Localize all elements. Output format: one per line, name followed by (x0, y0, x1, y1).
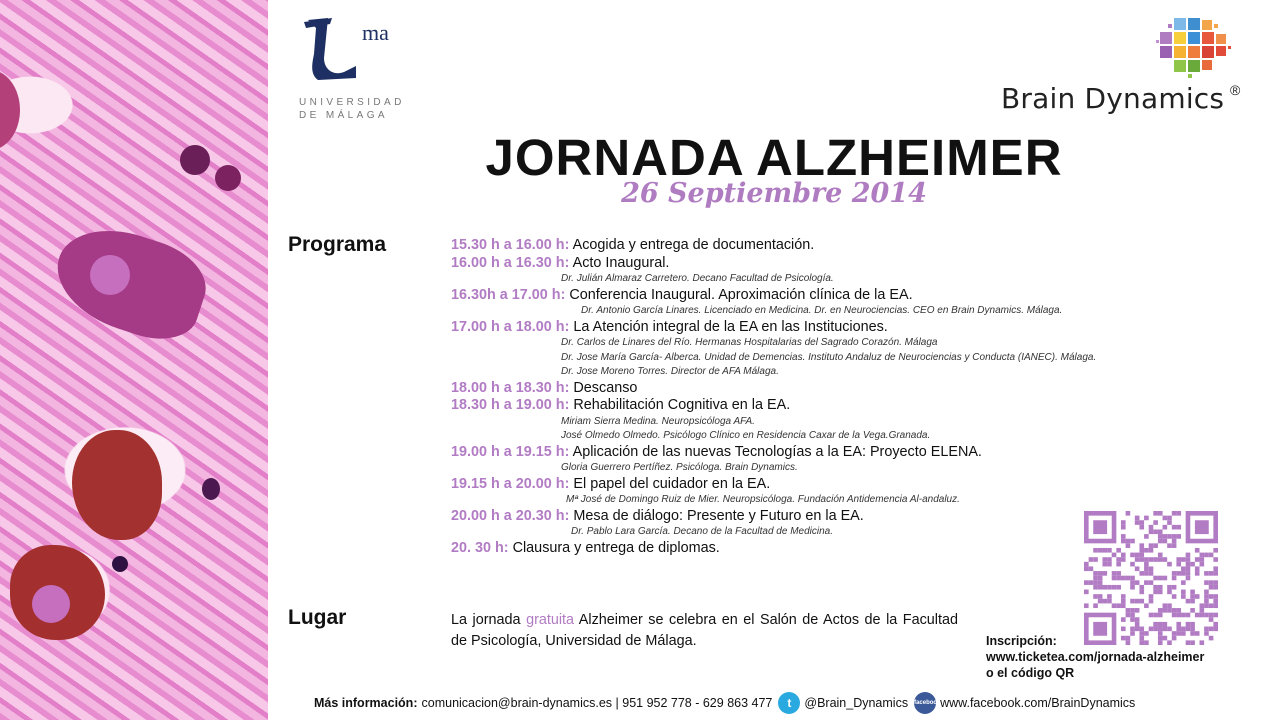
gratuita-highlight: gratuita (526, 612, 575, 628)
program-speaker: Dr. Julián Almaraz Carretero. Decano Facultad de Psicología. (561, 273, 834, 284)
qr-code[interactable] (1084, 511, 1218, 645)
program-item (451, 476, 1241, 494)
lugar-text: La jornada gratuita Alzheimer se celebra en el Salón de Actos de la Facultad de Psicología, Universidad de Málaga. (451, 612, 958, 649)
program-speaker: Mª José de Domingo Ruiz de Mier. Neuropsicóloga. Fundación Antidemencia Al-andaluz. (566, 494, 960, 505)
program-speaker: José Olmedo Olmedo. Psicólogo Clínico en Residencia Caxar de la Vega.Granada. (561, 430, 931, 441)
program-time: 15.30 h a 16.00 h: (451, 237, 570, 253)
uma-ma: ma (362, 20, 389, 45)
section-programa-heading: Programa (288, 233, 387, 256)
program-activity: Clausura y entrega de diplomas. (512, 539, 720, 556)
program-time: 16.00 h a 16.30 h: (451, 254, 570, 271)
footer (314, 692, 1135, 714)
program-speaker: Miriam Sierra Medina. Neuropsicóloga AFA. (561, 415, 755, 427)
program-speaker: Dr. Antonio García Linares. Licenciado en Medicina. Dr. en Neurociencias. CEO en Brain Dynamics. Málaga. (581, 305, 1063, 316)
program-speaker: Dr. Pablo Lara García. Decano de la Facultad de Medicina. (571, 526, 833, 537)
facebook-icon[interactable]: facebook (914, 692, 936, 714)
program-list (451, 237, 1241, 557)
page-title: JORNADA ALZHEIMER (485, 129, 1063, 186)
program-item (451, 319, 1241, 337)
program-activity: Conferencia Inaugural. Aproximación clínica de la EA. (569, 286, 913, 303)
program-item (451, 380, 1241, 398)
program-item (451, 237, 1241, 255)
brain-dynamics-mark-icon (1152, 16, 1232, 80)
histology-image (0, 0, 268, 720)
program-activity: La Atención integral de la EA en las Instituciones. (573, 318, 888, 335)
program-speaker: Dr. Jose Moreno Torres. Director de AFA Málaga. (561, 366, 779, 377)
uma-logo (298, 14, 408, 124)
uma-name: UNIVERSIDAD DE MÁLAGA (299, 97, 405, 121)
uma-mark-icon (298, 14, 370, 86)
program-activity: El papel del cuidador en la EA. (573, 475, 771, 492)
program-time: 18.30 h a 19.00 h: (451, 397, 570, 413)
inscripcion-block (986, 633, 1204, 681)
section-lugar-heading: Lugar (288, 606, 347, 629)
program-speaker: Dr. Carlos de Linares del Río. Hermanas Hospitalarias del Sagrado Corazón. Málaga (561, 337, 938, 348)
program-speaker: Gloria Guerrero Pertíñez. Psicóloga. Brain Dynamics. (561, 462, 798, 473)
inscripcion-qr-text: o el código QR (986, 666, 1075, 680)
event-date: 26 Septiembre 2014 (621, 178, 927, 209)
inscripcion-url[interactable]: www.ticketea.com/jornada-alzheimer (986, 650, 1205, 664)
program-speaker: Dr. Jose María García- Alberca. Unidad de Demencias. Instituto Andaluz de Neurociencias y Conducta (IANEC). Málaga. (561, 351, 1097, 363)
program-time: 19.15 h a 20.00 h: (451, 475, 570, 492)
registered-mark: ® (1230, 82, 1241, 98)
program-time: 20. 30 h: (451, 539, 509, 556)
program-time: 16.30h a 17.00 h: (451, 286, 566, 303)
program-time: 17.00 h a 18.00 h: (451, 318, 570, 335)
brain-dynamics-name: Brain Dynamics (1001, 82, 1225, 115)
twitter-icon[interactable]: t (778, 692, 800, 714)
footer-contact[interactable]: comunicacion@brain-dynamics.es | 951 952 778 - 629 863 477 (421, 696, 773, 710)
program-time: 19.00 h a 19.15 h: (451, 443, 570, 460)
program-activity: Mesa de diálogo: Presente y Futuro en la EA. (573, 507, 864, 524)
facebook-url[interactable]: www.facebook.com/BrainDynamics (940, 696, 1136, 710)
twitter-handle[interactable]: @Brain_Dynamics (804, 696, 909, 710)
program-item (451, 255, 1241, 273)
program-time: 20.00 h a 20.30 h: (451, 507, 570, 524)
program-activity: Acto Inaugural. (572, 254, 670, 271)
program-activity: Rehabilitación Cognitiva en la EA. (573, 397, 791, 413)
program-item (451, 444, 1241, 462)
inscripcion-label: Inscripción: (986, 634, 1057, 648)
program-activity: Aplicación de las nuevas Tecnologías a la EA: Proyecto ELENA. (572, 443, 982, 460)
footer-label: Más información: (314, 696, 418, 710)
program-item (451, 287, 1241, 305)
program-activity: Descanso (573, 379, 638, 396)
program-activity: Acogida y entrega de documentación. (572, 237, 815, 253)
program-time: 18.00 h a 18.30 h: (451, 379, 570, 396)
program-item (451, 397, 1241, 415)
